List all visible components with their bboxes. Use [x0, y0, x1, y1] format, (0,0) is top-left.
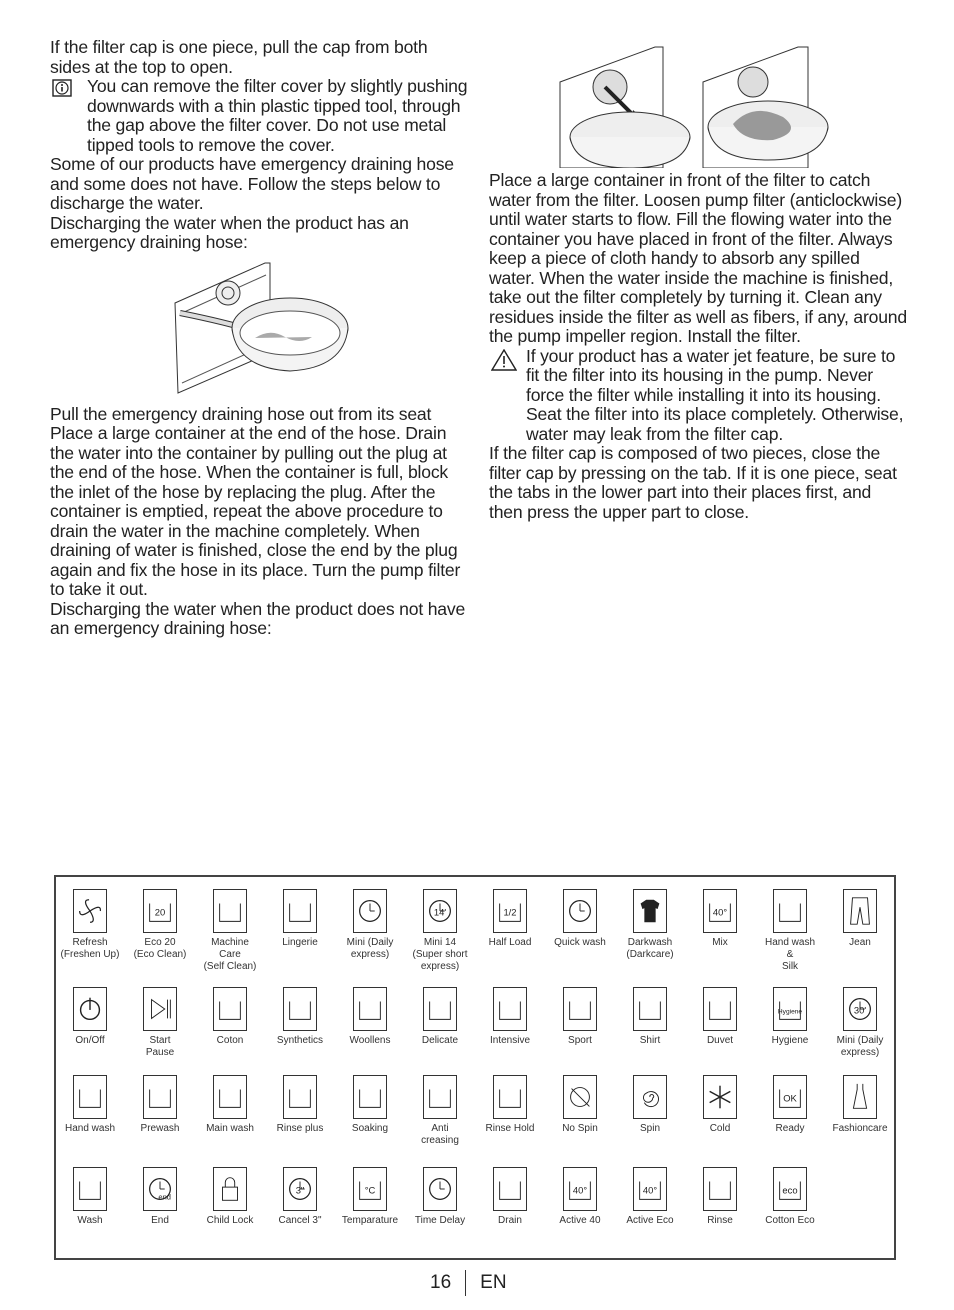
program-icon-label: Rinse	[707, 1215, 733, 1226]
program-icon-label: Time Delay	[414, 1215, 466, 1226]
program-icon-label: Refresh (Freshen Up)	[60, 937, 120, 960]
svg-text:20: 20	[154, 906, 166, 918]
program-icon-cell	[264, 987, 336, 1047]
clock-30-icon	[843, 987, 877, 1031]
program-icon-label: Drain	[498, 1215, 522, 1226]
drum-care-icon	[213, 889, 247, 933]
paragraph: Discharging the water when the product does not have an emergency draining hose:	[50, 598, 466, 638]
program-icon-cell	[754, 1075, 826, 1135]
paragraph: Place a large container in front of the filter to catch water from the filter. Loosen pump filter (anticlockwise) until water starts to flow. Fill the flowing water into the container you have placed in front of the filter. Always keep a piece of cloth handy to absorb any spilled water. When the water inside the machine is finished, take out the filter completely by turning it. Clean any residues inside the filter as well as fibers, if any, around the pump impeller region. Install the filter.	[489, 170, 907, 346]
program-icon-label: Eco 20 (Eco Clean)	[133, 937, 187, 960]
svg-text:40°: 40°	[572, 1184, 588, 1196]
program-icon-label: Synthetics	[276, 1035, 324, 1046]
program-icon-label: Duvet	[706, 1035, 734, 1046]
svg-text:OK: OK	[783, 1092, 797, 1104]
time-delay-icon	[423, 1167, 457, 1211]
dark-shirt-icon	[633, 889, 667, 933]
program-icon-label: Sport	[568, 1035, 592, 1046]
program-icon-cell	[54, 1075, 126, 1135]
program-icon-label: Cancel 3"	[278, 1215, 322, 1226]
program-icon-label: Intensive	[489, 1035, 531, 1046]
lock-icon	[213, 1167, 247, 1211]
wash-icon	[73, 1167, 107, 1211]
spin-icon	[633, 1075, 667, 1119]
rinse-hold-icon	[493, 1075, 527, 1119]
filter-drain-illustration	[555, 42, 845, 168]
intensive-icon	[493, 987, 527, 1031]
page-footer	[430, 1270, 507, 1296]
program-icon-cell	[614, 1075, 686, 1135]
info-note	[50, 77, 470, 155]
program-icon-label: Quick wash	[554, 937, 606, 948]
program-icon-label: Spin	[639, 1123, 660, 1134]
program-icon-cell	[544, 987, 616, 1047]
dress-icon	[843, 1075, 877, 1119]
snowflake-icon	[703, 1075, 737, 1119]
program-icon-cell	[404, 1167, 476, 1227]
paragraph: Pull the emergency draining hose out from its seat Place a large container at the end of the hose. Drain the water into the container by pulling out the plug at the end of the hose. When the container is full, block the inlet of the hose by replacing the plug. After the container is emptied, repeat the above procedure to drain the water in the machine completely. When draining of water is finished, close the end by the plug again and fix the hose in its place. Turn the pump filter to take it out.	[50, 403, 461, 599]
program-icon-label: Coton	[216, 1035, 244, 1046]
program-icon-cell	[684, 1167, 756, 1227]
prewash-icon	[143, 1075, 177, 1119]
program-icon-cell	[194, 1167, 266, 1227]
svg-text:end: end	[158, 1192, 171, 1202]
fan-icon	[73, 889, 107, 933]
program-icon-label: Delicate	[421, 1035, 459, 1046]
jeans-icon	[843, 889, 877, 933]
program-icon-cell	[124, 987, 196, 1059]
wool-icon	[353, 987, 387, 1031]
program-icon-cell	[54, 987, 126, 1047]
program-icon-cell	[754, 889, 826, 973]
shirt-icon	[633, 987, 667, 1031]
program-icon-cell	[334, 1075, 406, 1135]
iron-icon	[423, 1075, 457, 1119]
cancel-3-icon	[283, 1167, 317, 1211]
active40-icon	[563, 1167, 597, 1211]
program-icon-label: Active Eco	[626, 1215, 674, 1226]
drain-icon	[493, 1167, 527, 1211]
program-icon-label: On/Off	[75, 1035, 105, 1046]
program-icon-cell	[474, 889, 546, 949]
eco20-icon	[143, 889, 177, 933]
program-icon-cell	[54, 889, 126, 961]
svg-text:30': 30'	[853, 1004, 867, 1016]
program-icon-label: Shirt	[639, 1035, 661, 1046]
sport-icon	[563, 987, 597, 1031]
hygiene-icon	[773, 987, 807, 1031]
program-icon-label: Temparature	[341, 1215, 399, 1226]
divider	[465, 1270, 466, 1296]
program-icon-label: Rinse Hold	[485, 1123, 535, 1134]
language-code: EN	[480, 1272, 507, 1294]
power-icon	[73, 987, 107, 1031]
warning-icon	[491, 349, 517, 376]
hand-wash-icon	[73, 1075, 107, 1119]
program-icon-label: Cold	[709, 1123, 731, 1134]
program-icon-cell	[614, 987, 686, 1047]
half-load-icon	[493, 889, 527, 933]
play-pause-icon	[143, 987, 177, 1031]
program-icon-label: Darkwash (Darkcare)	[626, 937, 674, 960]
program-icon-cell	[334, 987, 406, 1047]
program-icon-cell	[684, 1075, 756, 1135]
program-icon-label: Active 40	[559, 1215, 601, 1226]
program-icon-label: Anti creasing	[421, 1123, 459, 1146]
note-text: You can remove the filter cover by slightly pushing downwards with a thin plastic tipped tool, through the gap above the filter cover. Do not use metal tipped tools to remove the cover.	[87, 76, 468, 155]
main-wash-icon	[213, 1075, 247, 1119]
program-icon-cell	[474, 1075, 546, 1135]
program-icon-label: Mini (Daily express)	[346, 937, 394, 960]
no-spin-icon	[563, 1075, 597, 1119]
cotton-icon	[213, 987, 247, 1031]
handwash-silk-icon	[773, 889, 807, 933]
program-icon-cell	[544, 1167, 616, 1227]
program-icon-label: Cotton Eco	[765, 1215, 815, 1226]
program-icon-cell	[474, 987, 546, 1047]
program-icon-cell	[684, 889, 756, 949]
paragraph: If the filter cap is one piece, pull the cap from both sides at the top to open.	[50, 37, 428, 77]
program-icon-cell	[334, 889, 406, 961]
active-eco-icon	[633, 1167, 667, 1211]
right-column	[489, 171, 909, 522]
paragraph: Some of our products have emergency draining hose and some does not have. Follow the steps below to discharge the water.	[50, 154, 454, 213]
program-icon-label: Woollens	[349, 1035, 391, 1046]
program-icon-label: Hygiene	[771, 1035, 809, 1046]
program-icon-label: Mini (Daily express)	[836, 1035, 884, 1058]
program-icon-cell	[264, 1075, 336, 1135]
svg-text:40°: 40°	[712, 906, 728, 918]
program-icon-label: Rinse plus	[276, 1123, 324, 1134]
quick-clock-icon	[563, 889, 597, 933]
filter-loosen-illustration	[560, 47, 690, 168]
program-icon-cell	[404, 1075, 476, 1147]
svg-text:1/2: 1/2	[503, 906, 517, 918]
program-icon-cell	[614, 1167, 686, 1227]
program-icon-cell	[684, 987, 756, 1047]
program-icon-label: Mini 14 (Super short express)	[412, 937, 468, 972]
program-icon-label: End	[151, 1215, 169, 1226]
page-number: 16	[430, 1272, 452, 1294]
hose-drain-illustration	[50, 253, 470, 405]
program-icon-cell	[824, 987, 896, 1059]
program-icon-cell	[334, 1167, 406, 1227]
program-icon-label: Wash	[77, 1215, 103, 1226]
program-icon-label: Fashioncare	[832, 1123, 888, 1134]
paragraph: Discharging the water when the product has an emergency draining hose:	[50, 212, 409, 252]
svg-text:Hygiene: Hygiene	[777, 1008, 803, 1016]
svg-text:3": 3"	[295, 1184, 305, 1196]
program-icon-cell	[404, 987, 476, 1047]
program-icon-cell	[194, 1075, 266, 1135]
program-icon-cell	[124, 1075, 196, 1135]
program-icon-label: Hand wash	[64, 1123, 116, 1134]
program-icon-label: Main wash	[206, 1123, 254, 1134]
info-icon	[52, 79, 72, 102]
lingerie-icon	[283, 889, 317, 933]
program-icon-label: Child Lock	[206, 1215, 254, 1226]
program-icon-cell	[124, 1167, 196, 1227]
program-icon-cell	[194, 889, 266, 973]
svg-text:°C: °C	[364, 1184, 376, 1196]
program-icon-cell	[614, 889, 686, 961]
feather-icon	[423, 987, 457, 1031]
program-icon-cell	[264, 889, 336, 949]
program-icon-label: Hand wash & Silk	[764, 937, 816, 972]
synthetics-icon	[283, 987, 317, 1031]
clock-icon	[353, 889, 387, 933]
program-icon-cell	[544, 889, 616, 949]
program-icon-label: Soaking	[351, 1123, 389, 1134]
program-icon-cell	[124, 889, 196, 961]
program-icon-label: Ready	[775, 1123, 805, 1134]
svg-text:14': 14'	[433, 906, 447, 918]
program-icon-label: Start Pause	[145, 1035, 175, 1058]
program-icon-cell	[264, 1167, 336, 1227]
warning-text: If your product has a water jet feature, be sure to fit the filter into its housing in the pump. Never force the filter while installing it into its housing. Seat the filter into its place completely. Otherwise, water may leak from the filter cap.	[526, 345, 904, 444]
program-icon-label: Half Load	[488, 937, 532, 948]
program-icon-cell	[404, 889, 476, 973]
program-icon-cell	[754, 1167, 826, 1227]
rinse-icon	[703, 1167, 737, 1211]
paragraph: If the filter cap is composed of two pieces, close the filter cap by pressing on the tab. If it is one piece, seat the tabs in the lower part into their places first, and then press the upper part to close.	[489, 443, 897, 522]
end-icon	[143, 1167, 177, 1211]
program-icon-cell	[824, 889, 896, 949]
program-icon-cell	[474, 1167, 546, 1227]
program-icon-cell	[824, 1075, 896, 1135]
mix-icon	[703, 889, 737, 933]
program-icon-label: Lingerie	[282, 937, 318, 948]
program-icon-label: Mix	[712, 937, 728, 948]
temperature-icon	[353, 1167, 387, 1211]
program-icons-legend	[54, 875, 896, 1260]
left-column	[50, 38, 470, 639]
program-icon-label: Jean	[849, 937, 871, 948]
svg-text:40°: 40°	[642, 1184, 658, 1196]
filter-removed-illustration	[703, 47, 828, 168]
clock-14-icon	[423, 889, 457, 933]
program-icon-cell	[194, 987, 266, 1047]
program-icon-label: Machine Care (Self Clean)	[203, 937, 257, 972]
ok-icon	[773, 1075, 807, 1119]
program-icon-cell	[54, 1167, 126, 1227]
warning-note	[489, 347, 909, 445]
duvet-icon	[703, 987, 737, 1031]
svg-text:eco: eco	[782, 1184, 798, 1196]
program-icon-label: No Spin	[562, 1123, 598, 1134]
program-icon-cell	[754, 987, 826, 1047]
cotton-eco-icon	[773, 1167, 807, 1211]
program-icon-label: Prewash	[140, 1123, 180, 1134]
rinse-plus-icon	[283, 1075, 317, 1119]
soaking-icon	[353, 1075, 387, 1119]
program-icon-cell	[544, 1075, 616, 1135]
